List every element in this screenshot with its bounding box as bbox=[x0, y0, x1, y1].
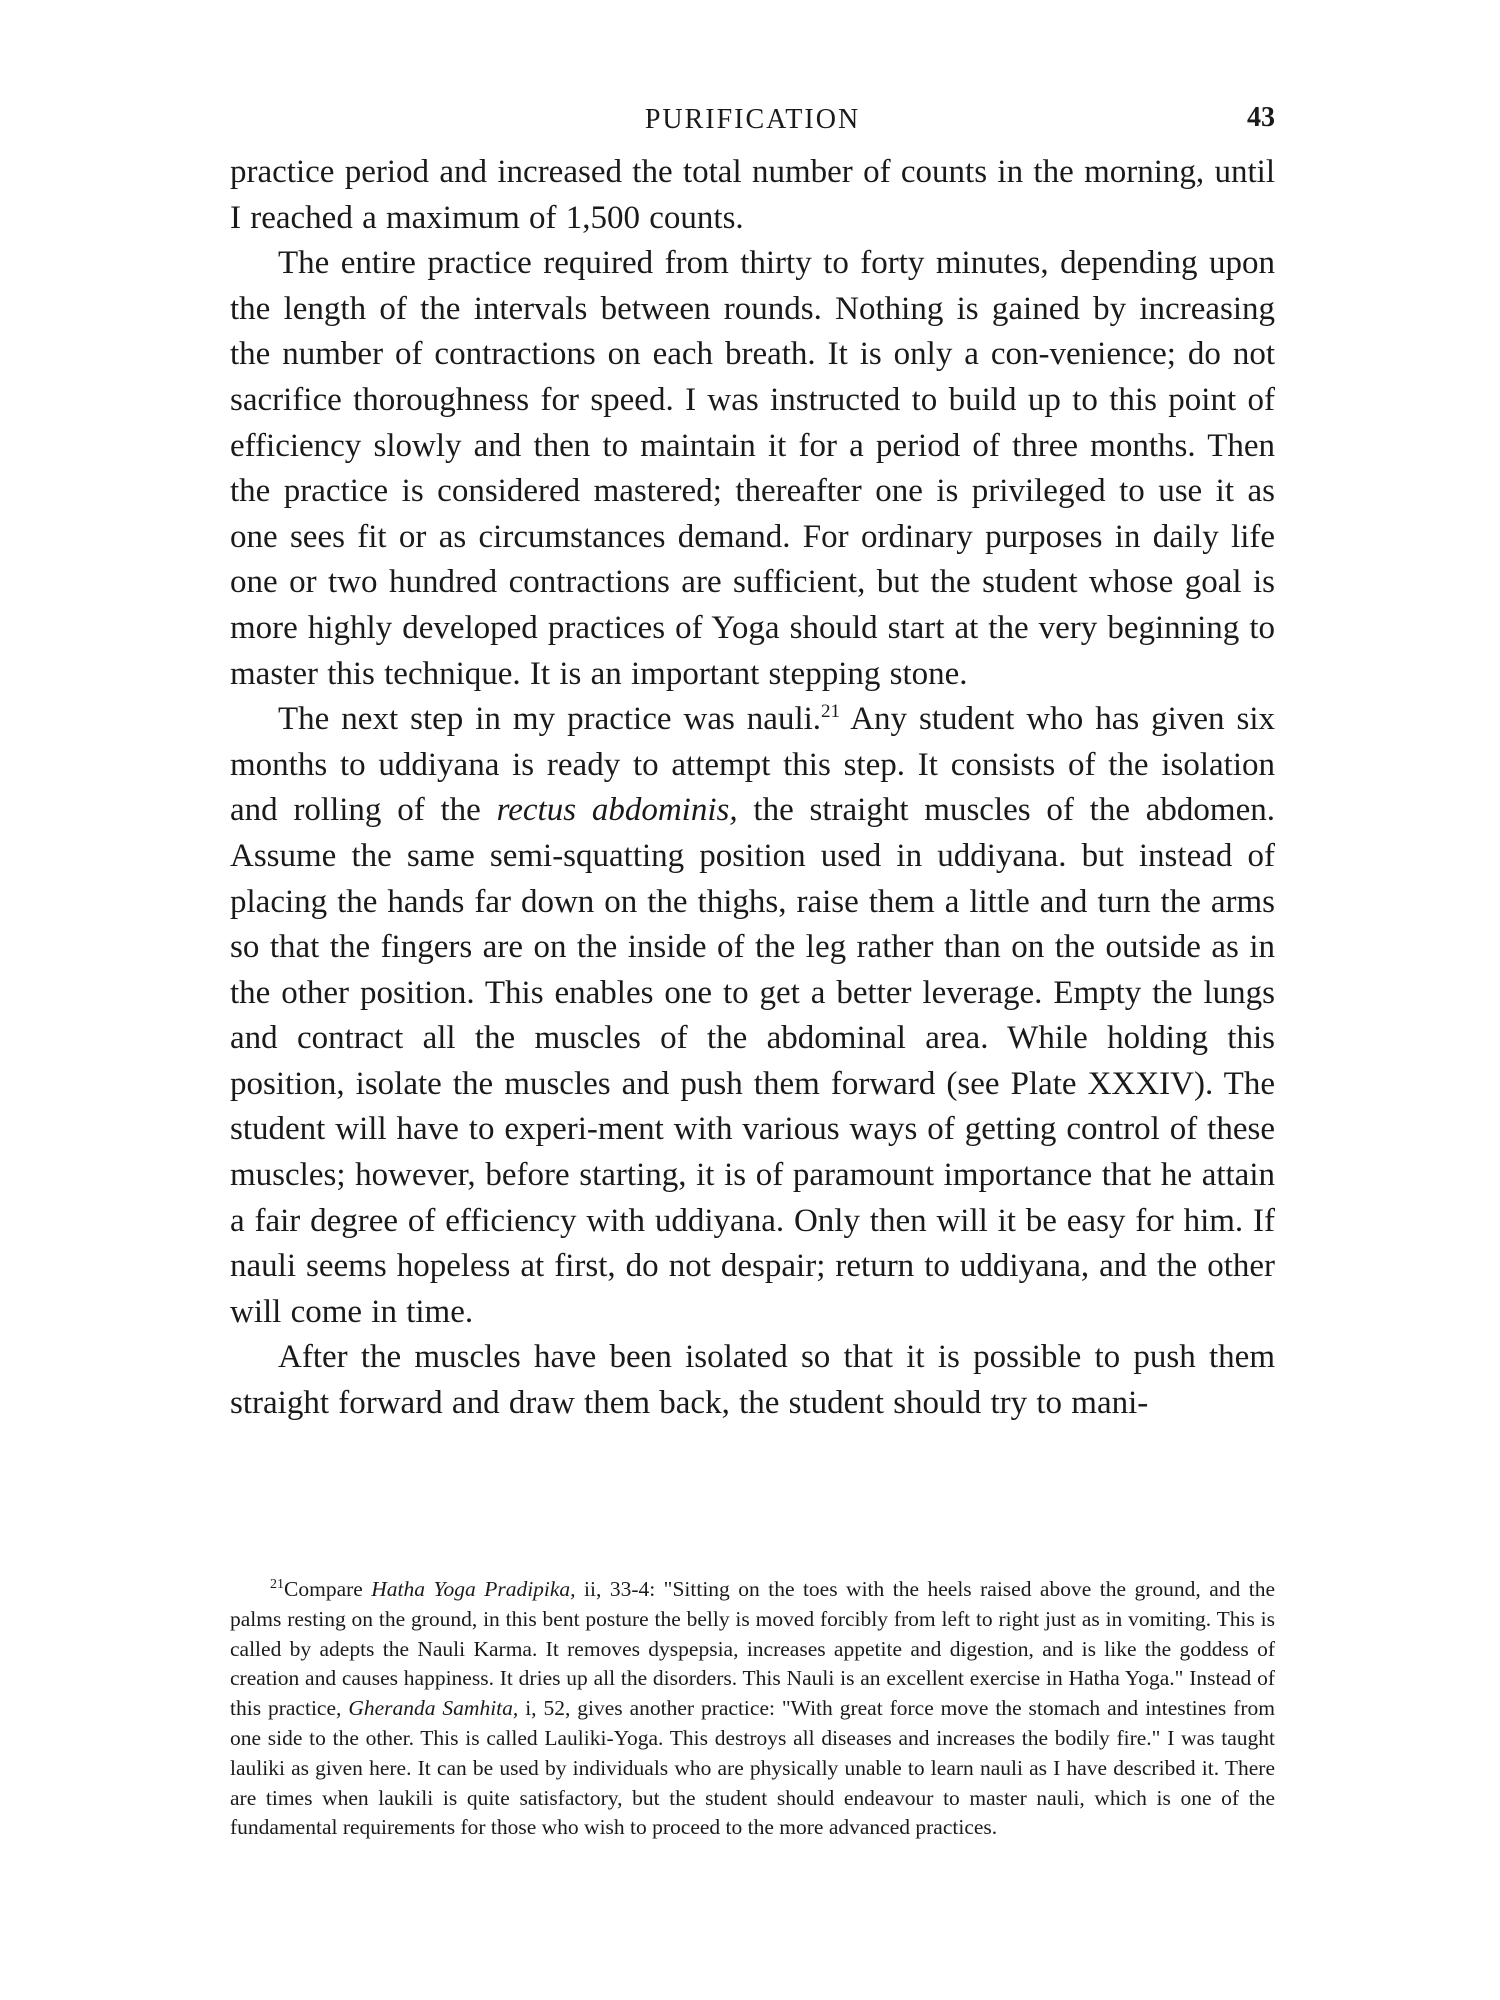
footnotes bbox=[230, 1575, 1275, 1843]
paragraph-text: The next step in my practice was nauli. bbox=[278, 701, 822, 738]
paragraph-text: the straight muscles of the abdomen. Assume the same semi-squatting position used in uddiyana. but instead of placing the hands far down on the thighs, raise them a little and turn the arms so that the fingers are on the inside of the leg rather than on the outside as in the other position. This enables one to get a better leverage. Empty the lungs and contract all the muscles of the abdominal area. While holding this position, isolate the muscles and push them forward (see Plate XXXIV). The student will have to experi-ment with various ways of getting control of these muscles; however, before starting, it is of paramount importance that he attain a fair degree of efficiency with uddiyana. Only then will it be easy for him. If nauli seems hopeless at first, do not despair; return to uddiyana, and the other will come in time. bbox=[230, 792, 1275, 1330]
italic-term: rectus abdominis, bbox=[496, 792, 738, 829]
paragraph-continuation: practice period and increased the total number of counts in the morning, until I reached a maximum of 1,500 counts. bbox=[230, 154, 1275, 236]
footnote-text: ii, 33-4: "Sitting on the toes with the heels raised above the ground, and the palms resting on the ground, in this bent posture the belly is moved forcibly from left to right just as in vomiting. This is called by adepts the Nauli Karma. It removes dyspepsia, increases appetite and digestion, and is like the goddess of creation and causes happiness. It dries up all the disorders. This Nauli is an excellent exercise in Hatha Yoga." Instead of this practice, bbox=[230, 1577, 1275, 1721]
running-header bbox=[230, 100, 1275, 150]
page-number: 43 bbox=[1247, 102, 1275, 133]
paragraph: The entire practice required from thirty to forty minutes, depending upon the length of the intervals between rounds. Nothing is gained by increasing the number of contractions on each breath. It is only a con-venience; do not sacrifice thoroughness for speed. I was instructed to build up to this point of efficiency slowly and then to maintain it for a period of three months. Then the practice is considered mastered; thereafter one is privileged to use it as one sees fit or as circumstances demand. For ordinary purposes in daily life one or two hundred contractions are sufficient, but the student whose goal is more highly developed practices of Yoga should start at the very beginning to master this technique. It is an important stepping stone. bbox=[230, 245, 1275, 692]
footnote-reference: 21 bbox=[821, 701, 841, 723]
paragraph: After the muscles have been isolated so that it is possible to push them straight forward and draw them back, the student should try to mani- bbox=[230, 1339, 1275, 1422]
footnote-source-title: Gheranda Samhita, bbox=[348, 1696, 519, 1721]
running-title: PURIFICATION bbox=[644, 104, 861, 135]
body-text bbox=[230, 150, 1275, 1427]
footnote bbox=[230, 1575, 1275, 1843]
footnote-text: i, 52, gives another practice: "With great force move the stomach and intestines from one side to the other. This is called Lauliki-Yoga. This destroys all diseases and increases the bodily fire." I was taught lauliki as given here. It can be used by individuals who are physically unable to learn nauli as I have described it. There are times when laukili is quite satisfactory, but the student should endeavour to master nauli, which is one of the fundamental requirements for those who wish to proceed to the more advanced practices. bbox=[230, 1696, 1275, 1840]
book-page bbox=[230, 100, 1275, 1980]
footnote-source-title: Hatha Yoga Pradipika, bbox=[371, 1577, 576, 1601]
footnote-mark: 21 bbox=[270, 1576, 284, 1592]
paragraph-nauli bbox=[230, 697, 1275, 1335]
footnote-text: Compare bbox=[284, 1577, 372, 1601]
paragraph-text: Any student who has given six months to uddiyana is ready to attempt this step. It consists of the isolation and rolling of the bbox=[230, 701, 1275, 829]
